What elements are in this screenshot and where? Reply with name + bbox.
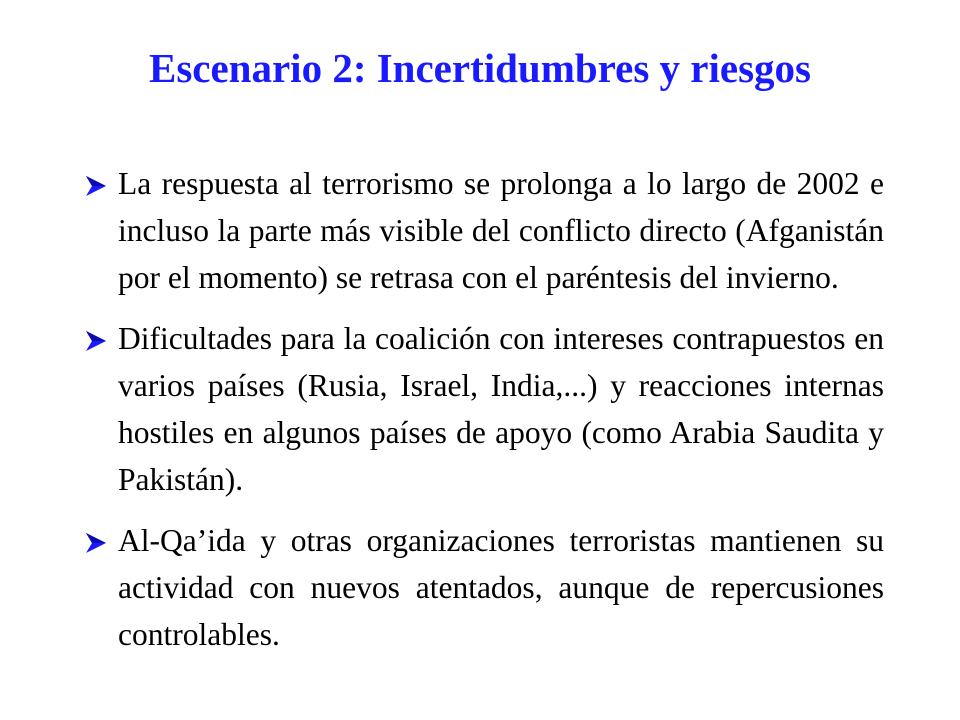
arrowhead-bullet-icon [84,329,108,353]
bullet-item [84,160,884,301]
arrowhead-bullet-icon [84,174,108,198]
bullet-item [84,517,884,658]
bullet-text: Dificultades para la coalición con intereses contrapuestos en varios países (Rusia, Israel, India,...) y reacciones internas hostiles en algunos países de apoyo (como Arabia Saudita y Pakistán). [118,321,884,497]
bullet-item [84,315,884,503]
bullet-text: Al-Qa’ida y otras organizaciones terroristas mantienen su actividad con nuevos atentados, aunque de repercusiones controlables. [118,523,884,652]
bullet-text: La respuesta al terrorismo se prolonga a lo largo de 2002 e incluso la parte más visible del conflicto directo (Afganistán por el momento) se retrasa con el paréntesis del invierno. [118,166,884,295]
slide-title: Escenario 2: Incertidumbres y riesgos [148,45,811,91]
arrowhead-bullet-icon [84,531,108,555]
bullet-list [84,160,884,672]
